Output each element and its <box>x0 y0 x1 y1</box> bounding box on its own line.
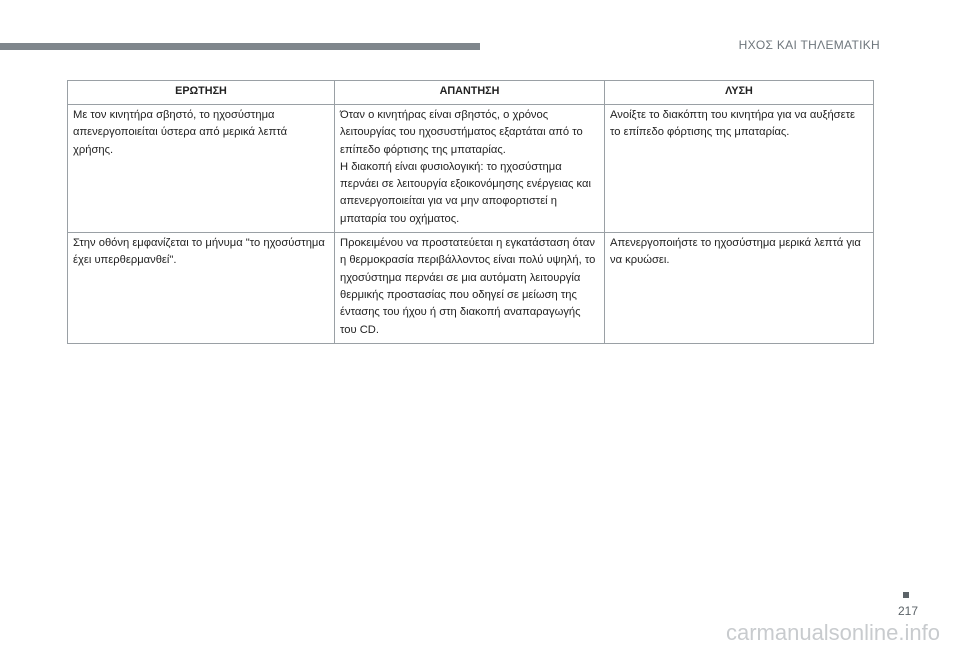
table-row <box>68 105 874 233</box>
solution-cell: Ανοίξτε το διακόπτη του κινητήρα για να αυξήσετε το επίπεδο φόρτισης της μπαταρίας. <box>605 105 874 233</box>
table-row <box>68 233 874 344</box>
question-cell: Με τον κινητήρα σβηστό, το ηχοσύστημα απενεργοποιείται ύστερα από μερικά λεπτά χρήσης. <box>68 105 335 233</box>
answer-cell <box>335 105 605 233</box>
solution-cell: Απενεργοποιήστε το ηχοσύστημα μερικά λεπτά για να κρυώσει. <box>605 233 874 344</box>
page-number: 217 <box>898 604 919 618</box>
page-marker-icon <box>903 592 909 598</box>
answer-paragraph: Προκειμένου να προστατεύεται η εγκατάσταση όταν η θερμοκρασία περιβάλλοντος είναι πολύ υψηλή, το ηχοσύστημα περνάει σε μια αυτόματη λειτουργία θερμικής προστασίας που οδηγεί σε μείωση της έντασης του ήχου ή στη διακοπή αναπαραγωγής του CD. <box>340 237 596 336</box>
section-title: ΗΧΟΣ ΚΑΙ ΤΗΛΕΜΑΤΙΚΗ <box>738 38 880 52</box>
column-header-question: ΕΡΩΤΗΣΗ <box>68 81 335 105</box>
answer-paragraph: Όταν ο κινητήρας είναι σβηστός, ο χρόνος λειτουργίας του ηχοσυστήματος εξαρτάται από το επίπεδο φόρτισης της μπαταρίας. <box>340 109 583 156</box>
header-bar <box>0 43 480 50</box>
column-header-solution: ΛΥΣΗ <box>605 81 874 105</box>
answer-paragraph: Η διακοπή είναι φυσιολογική: το ηχοσύστημα περνάει σε λειτουργία εξοικονόμησης ενέργειας και απενεργοποιείται για να μην αποφορτιστεί η μπαταρία του οχήματος. <box>340 160 591 225</box>
faq-table <box>67 80 874 344</box>
watermark: carmanualsonline.info <box>725 620 940 645</box>
column-header-answer: ΑΠΑΝΤΗΣΗ <box>335 81 605 105</box>
answer-cell <box>335 233 605 344</box>
question-cell: Στην οθόνη εμφανίζεται το μήνυμα "το ηχοσύστημα έχει υπερθερμανθεί". <box>68 233 335 344</box>
table-header-row <box>68 81 874 105</box>
